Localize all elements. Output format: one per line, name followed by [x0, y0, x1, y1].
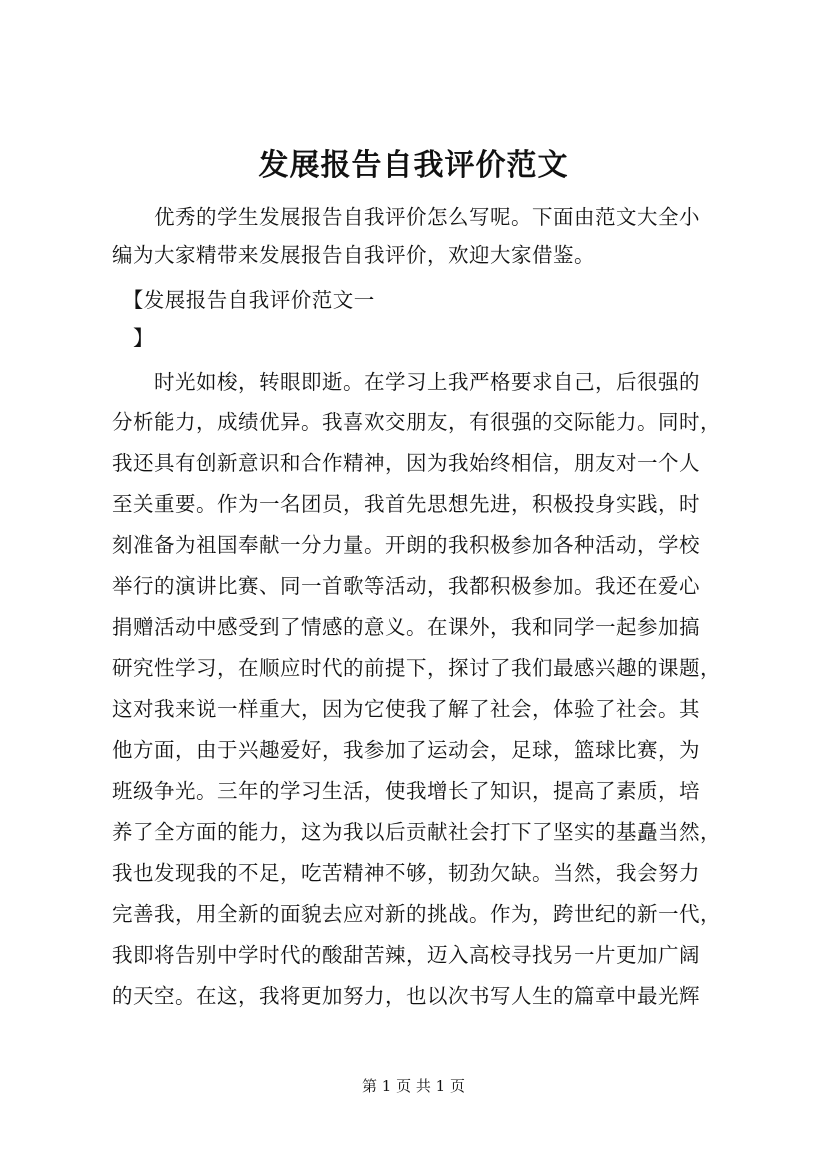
paragraph-line: 分析能力，成绩优异。我喜欢交朋友，有很强的交际能力。同时， — [112, 410, 721, 434]
section-heading-line: 】 — [112, 326, 154, 350]
paragraph-line: 捐赠活动中感受到了情感的意义。在课外，我和同学一起参加搞 — [112, 615, 700, 639]
paragraph-line: 研究性学习，在顺应时代的前提下，探讨了我们最感兴趣的课题， — [112, 656, 721, 680]
paragraph-line: 完善我，用全新的面貌去应对新的挑战。作为，跨世纪的新一代， — [112, 902, 721, 926]
page-number-footer: 第 1 页 共 1 页 — [362, 1077, 465, 1095]
paragraph-line: 他方面，由于兴趣爱好，我参加了运动会，足球，篮球比赛，为 — [112, 738, 700, 762]
paragraph-line: 时光如梭，转眼即逝。在学习上我严格要求自己，后很强的 — [112, 370, 700, 394]
paragraph-line: 我也发现我的不足，吃苦精神不够，韧劲欠缺。当然，我会努力 — [112, 861, 700, 885]
section-heading-line: 【发展报告自我评价范文一 — [112, 288, 375, 312]
paragraph-line: 举行的演讲比赛、同一首歌等活动，我都积极参加。我还在爱心 — [112, 574, 700, 598]
paragraph-line: 我即将告别中学时代的酸甜苦辣，迈入高校寻找另一片更加广阔 — [112, 943, 700, 967]
paragraph-line: 刻准备为祖国奉献一分力量。开朗的我积极参加各种活动，学校 — [112, 533, 700, 557]
paragraph-line: 优秀的学生发展报告自我评价怎么写呢。下面由范文大全小 — [112, 205, 700, 229]
paragraph-line: 编为大家精带来发展报告自我评价，欢迎大家借鉴。 — [112, 243, 595, 267]
paragraph-line: 我还具有创新意识和合作精神，因为我始终相信，朋友对一个人 — [112, 451, 700, 475]
document-title: 发展报告自我评价范文 — [258, 148, 569, 183]
paragraph-line: 这对我来说一样重大，因为它使我了解了社会，体验了社会。其 — [112, 697, 700, 721]
paragraph-line: 的天空。在这，我将更加努力，也以次书写人生的篇章中最光辉 — [112, 984, 700, 1008]
paragraph-line: 至关重要。作为一名团员，我首先思想先进，积极投身实践，时 — [112, 492, 700, 516]
paragraph-line: 养了全方面的能力，这为我以后贡献社会打下了坚实的基矗当然， — [112, 820, 721, 844]
paragraph-line: 班级争光。三年的学习生活，使我增长了知识，提高了素质，培 — [112, 779, 700, 803]
